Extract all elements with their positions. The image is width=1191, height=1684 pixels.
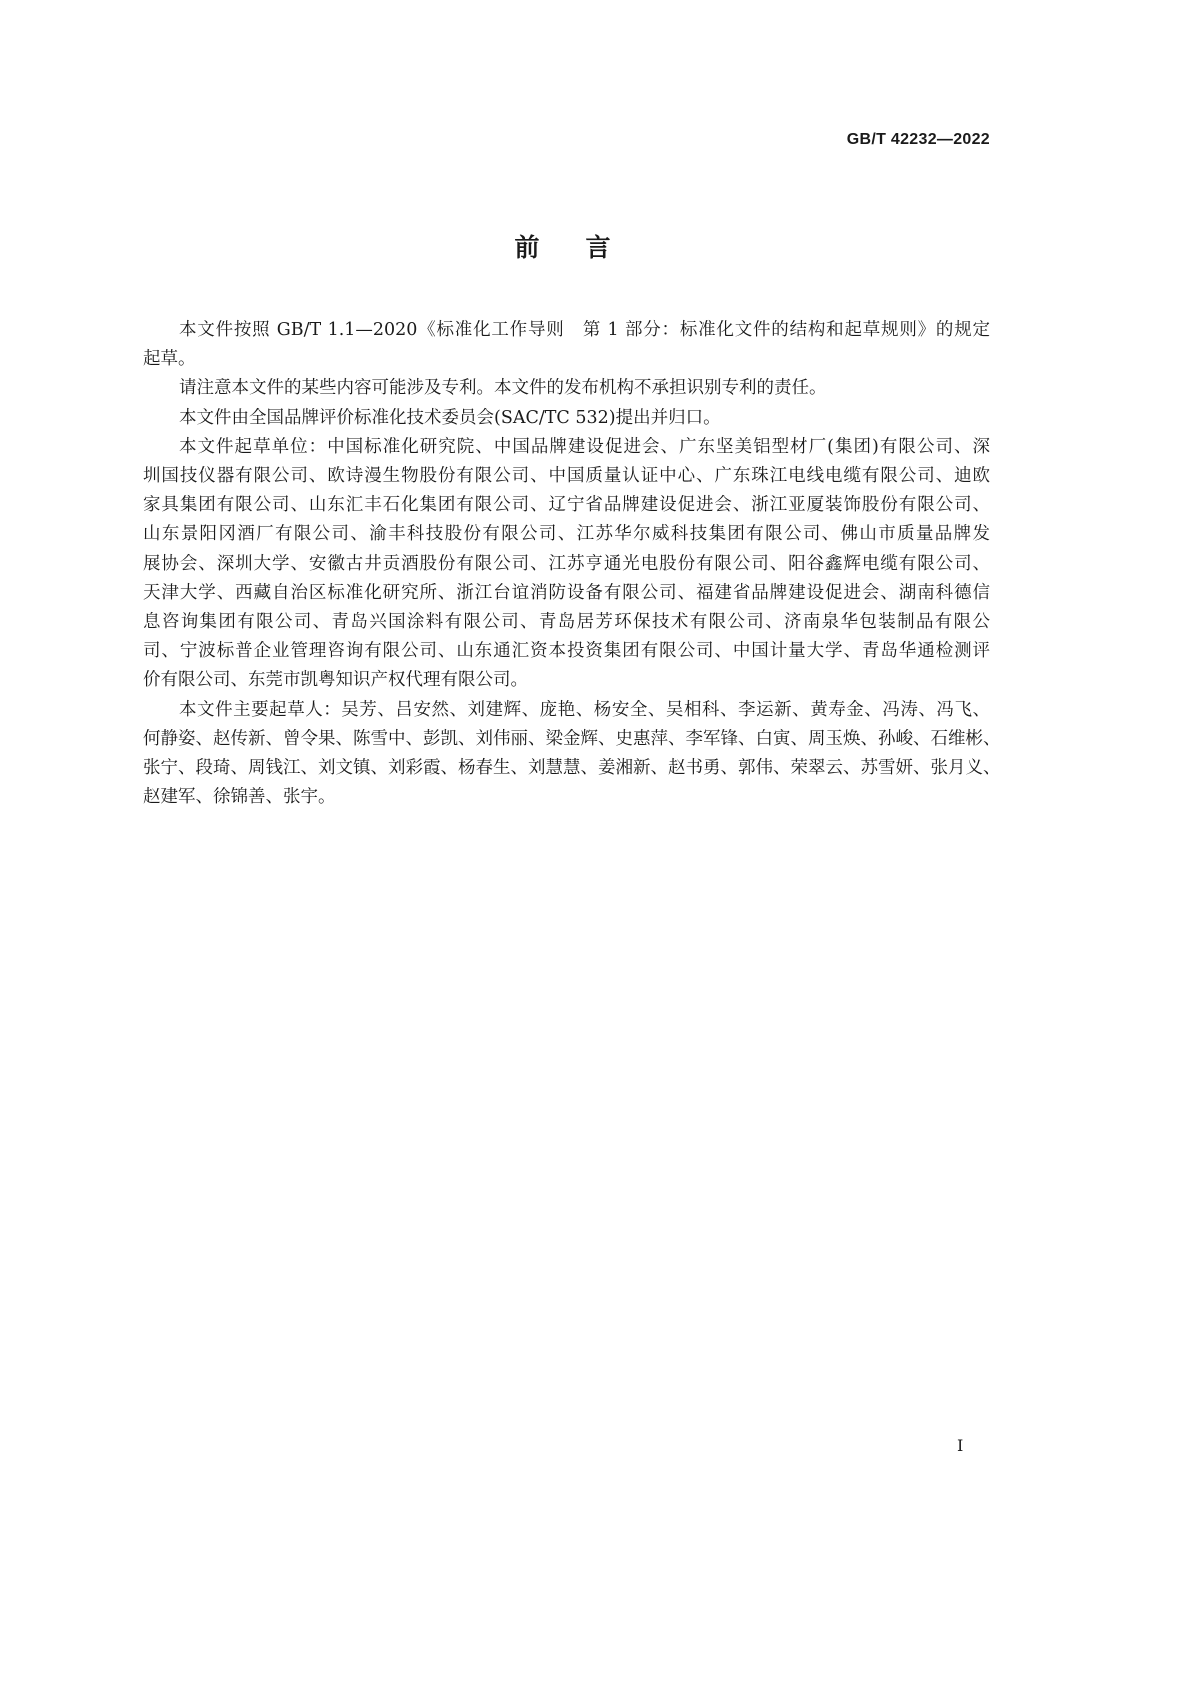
paragraph-line: 本文件由全国品牌评价标准化技术委员会(SAC/TC 532)提出并归口。 bbox=[179, 407, 721, 428]
paragraph bbox=[143, 696, 1001, 813]
paragraph bbox=[143, 433, 990, 696]
paragraph-line: 本文件起草单位：中国标准化研究院、中国品牌建设促进会、广东坚美铝型材厂(集团)有限公司、深 bbox=[179, 436, 990, 457]
standard-number: GB/T 42232—2022 bbox=[846, 131, 990, 148]
paragraph-line: 圳国技仪器有限公司、欧诗漫生物股份有限公司、中国质量认证中心、广东珠江电线电缆有限公司、迪欧 bbox=[143, 466, 990, 487]
paragraph-line: 天津大学、西藏自治区标准化研究所、浙江台谊消防设备有限公司、福建省品牌建设促进会、湖南科德信 bbox=[143, 582, 990, 603]
paragraph bbox=[143, 316, 990, 374]
paragraph-line: 本文件主要起草人：吴芳、吕安然、刘建辉、庞艳、杨安全、吴相科、李运新、黄寿金、冯涛、冯飞、 bbox=[179, 699, 990, 720]
paragraph-line: 山东景阳冈酒厂有限公司、渝丰科技股份有限公司、江苏华尔威科技集团有限公司、佛山市质量品牌发 bbox=[143, 524, 990, 545]
paragraph-line: 起草。 bbox=[143, 349, 196, 370]
paragraph-line: 请注意本文件的某些内容可能涉及专利。本文件的发布机构不承担识别专利的责任。 bbox=[179, 378, 827, 399]
paragraph-line: 赵建军、徐锦善、张宇。 bbox=[143, 787, 336, 808]
paragraph bbox=[143, 404, 990, 433]
paragraph-line: 价有限公司、东莞市凯粤知识产权代理有限公司。 bbox=[143, 670, 528, 691]
paragraph-line: 家具集团有限公司、山东汇丰石化集团有限公司、辽宁省品牌建设促进会、浙江亚厦装饰股份有限公司、 bbox=[143, 495, 990, 516]
title-char: 前 bbox=[514, 233, 540, 262]
page-title bbox=[0, 228, 1125, 264]
paragraph-line: 展协会、深圳大学、安徽古井贡酒股份有限公司、江苏亨通光电股份有限公司、阳谷鑫辉电缆有限公司、 bbox=[143, 553, 990, 574]
paragraph-line: 何静姿、赵传新、曾令果、陈雪中、彭凯、刘伟丽、梁金辉、史惠萍、李军锋、白寅、周玉焕、孙峻、石维彬、 bbox=[143, 728, 1001, 749]
paragraph-line: 张宁、段琦、周钱江、刘文镇、刘彩霞、杨春生、刘慧慧、姜湘新、赵书勇、郭伟、荣翠云、苏雪妍、张月义、 bbox=[143, 758, 1001, 779]
document-body bbox=[143, 316, 1001, 812]
title-char: 言 bbox=[585, 233, 611, 262]
paragraph-line: 司、宁波标普企业管理咨询有限公司、山东通汇资本投资集团有限公司、中国计量大学、青岛华通检测评 bbox=[143, 641, 990, 662]
paragraph-line: 本文件按照 GB/T 1.1—2020《标准化工作导则 第 1 部分：标准化文件的结构和起草规则》的规定 bbox=[179, 320, 990, 340]
paragraph-line: 息咨询集团有限公司、青岛兴国涂料有限公司、青岛居芳环保技术有限公司、济南泉华包装制品有限公 bbox=[143, 612, 990, 633]
page-number: I bbox=[957, 1436, 964, 1455]
paragraph bbox=[143, 374, 990, 403]
